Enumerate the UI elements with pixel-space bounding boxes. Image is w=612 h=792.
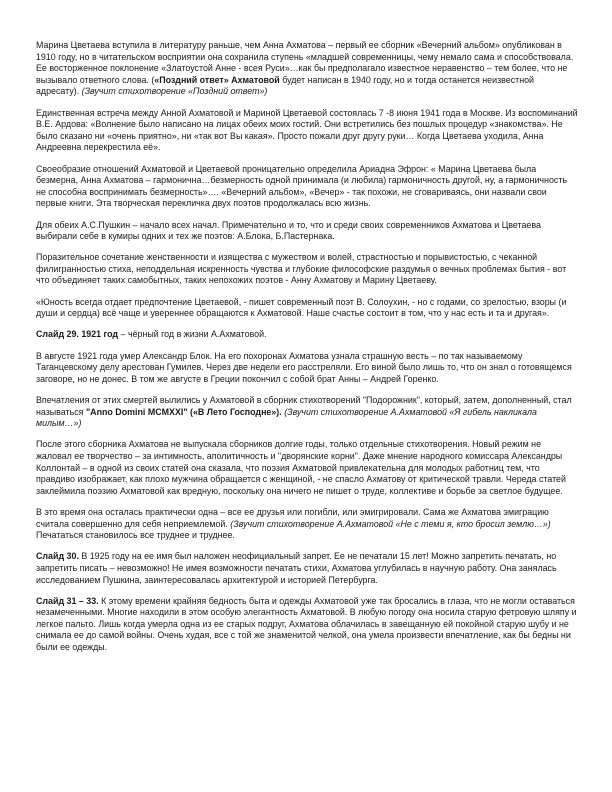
paragraph: После этого сборника Ахматова не выпускала сборников долгие годы, только отдельные стихотворения. Новый режим не жаловал ее творчество – за интимность, аполитичность и "дворянские корни". Даже мнение народного комиссара Александры Коллонтай – в одной из своих статей она сказала, что поэзия Ахматовой привлекательна для молодых работниц тем, что правдиво изображает, как плохо мужчина обращается с женщиной, - не спасло Ахматову от критической травли. Череда статей заклеймила поэзию Ахматовой как вредную, поскольку она ничего не пишет о труде, коллективе и борьбе за светлое будущее. (36, 439, 566, 496)
paragraph: В это время она осталась практически одна – все ее друзья или погибли, или эмигрировали. Сама же Ахматова эмиграцию считала совершенно для себя неприемлемой. (Звучит стихотворение А.Ахматовой «Не с теми я, кто бросил землю…») Печататься становилось все труднее и труднее. (36, 506, 551, 541)
bold-text: Слайд 29. 1921 год (36, 329, 119, 340)
paragraph: В августе 1921 года умер Александр Блок. На его похоронах Ахматова узнала страшную весть – по так называемому Таганцевскому делу арестован Гумилев. Через две недели его расстреляли. Его виной было лишь то, что он знал о готовящемся заговоре, но не донес. В том же августе в Греции покончил с собой брат Анны – Андрей Горенко. (36, 350, 572, 384)
slide-paragraph-31-33: Слайд 31 – 33. К этому времени крайняя бедность быта и одежды Ахматовой уже так бросались в глаза, что не могли оставаться незамеченными. Многие находили в этом особую элегантность Ахматовой. В любую погоду она носила старую фетровую шляпу и легкое пальто. Лишь когда умерла одна из ее старых подруг, Ахматова облачилась в завещанную ей покойной старую шубу и не снимала ее до самой войны. Очень худая, все с той же знаменитой челкой, она умела произвести впечатление, как бы бедны ни были ее одежды. (36, 595, 577, 653)
bold-text: Слайд 31 – 33. (36, 595, 99, 606)
paragraph: Единственная встреча между Анной Ахматовой и Мариной Цветаевой состоялась 7 -8 июня 1941 года в Москве. Из воспоминаний В.Е. Ардова: «Волнение было написано на лицах обеих моих гостий. Они встретились без пошлых процедур «знакомства». Не было сказано ни «очень приятно», ни «так вот Вы какая». Просто пожали друг другу руки… Когда Цветаева уходила, Анна Андреевна перекрестила её». (36, 107, 578, 153)
bold-text: "Anno Domini MCMXXI" («В Лето Господне»). (85, 406, 282, 417)
paragraph: Марина Цветаева вступила в литературу раньше, чем Анна Ахматова – первый ее сборник «Вечерний альбом» опубликован в 1910 году, но в читательском восприятии она сохранила ступень «младшей современницы, чему немало сама и способствовала. Ее восторженное поклонение «Златоустой Анне - всея Руси»…как бы предполагало известное неравенство – тем более, что не вызывало ответного слова. («Поздний ответ» Ахматовой будет написан в 1940 году, но и тогда останется неизвестной адресату). (Звучит стихотворение «Поздний ответ») (36, 40, 574, 97)
slide-heading-29: Слайд 29. 1921 год – чёрный год в жизни А.Ахматовой. (36, 329, 267, 340)
italic-note: (Звучит стихотворение А.Ахматовой «Не с теми я, кто бросил землю…») (230, 518, 551, 529)
paragraph: Своеобразие отношений Ахматовой и Цветаевой проницательно определила Ариадна Эфрон: « Марина Цветаева была безмерна, Анна Ахматова – гармонична…безмерность одной принимала (и любила) гармоничность другой, ну, а гармоничность не способна воспринимать безмерность»…. «Вечерний альбом», «Вечер» - так похожи, не сговариваясь, они назвали свои первые книги. Эта творческая перекличка двух поэтов продолжалась всю жизнь. (36, 163, 568, 209)
paragraph: Поразительное сочетание женственности и изящества с мужеством и волей, страстностью и порывистостью, с чеканной филигранностью стиха, неподдельная искренность чувства и глубокие философские раздумья о вечных проблемах бытия - вот что объединяет таких самобытных, таких непохожих поэтов - Анну Ахматову и Марину Цветаеву. (36, 252, 567, 286)
bold-text: Слайд 30. (36, 551, 79, 562)
italic-note: (Звучит стихотворение «Поздний ответ») (81, 86, 268, 97)
paragraph: «Юность всегда отдает предпочтение Цветаевой, - пишет современный поэт В. Солоухин, - но с годами, со зрелостью, взоры (и души и сердца) всё чаще и увереннее обращаются к Ахматовой. Наше счастье состоит в том, что у нас есть и та и другая». (36, 296, 567, 319)
paragraph: Для обеих А.С.Пушкин – начало всех начал. Примечательно и то, что и среди своих современников Ахматова и Цветаева выбирали себе в кумиры одних и тех же поэтов: А.Блока, Б.Пастернака. (36, 219, 541, 242)
document-page (36, 40, 578, 663)
bold-text: «Поздний ответ» Ахматовой (154, 74, 280, 85)
italic-note: (Звучит стихотворение А.Ахматовой «Я гибель накликала милым…») (36, 406, 537, 429)
slide-paragraph-30: Слайд 30. В 1925 году на ее имя был наложен неофициальный запрет. Ее не печатали 15 лет! Можно запретить печатать, но запретить писать – невозможно! Не имея возможности печатать стихи, Ахматова углубилась в научную работу. Она занялась исследованием Пушкина, заинтересовалась архитектурой и историей Петербурга. (36, 551, 557, 585)
paragraph: Впечатления от этих смертей вылились у Ахматовой в сборник стихотворений "Подорожник", который, затем, дополненный, стал называться "Anno Domini MCMXXI" («В Лето Господне»). (Звучит стихотворение А.Ахматовой «Я гибель накликала милым…») (36, 395, 572, 429)
